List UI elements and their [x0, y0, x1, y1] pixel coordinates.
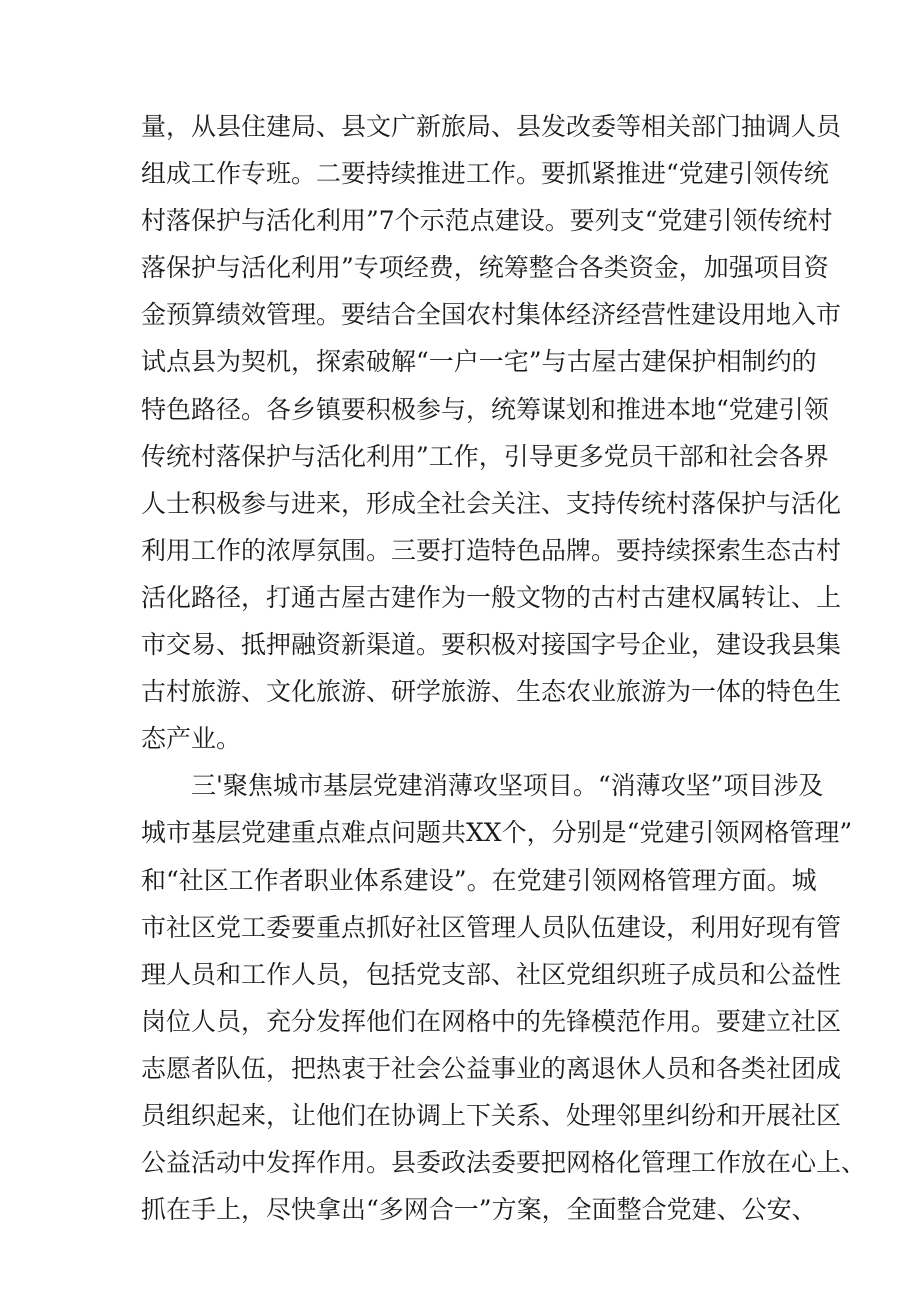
text-line: 活化路径，打通古屋古建作为一般文物的古村古建权属转让、上 [141, 582, 842, 612]
text-line: 落保护与活化利用”专项经费，统筹整合各类资金，加强项目资 [141, 253, 829, 283]
text-line: 利用工作的浓厚氛围。三要打造特色品牌。要持续探索生态古村 [141, 535, 842, 565]
text-line: 人士积极参与进来，形成全社会关注、支持传统村落保护与活化 [141, 488, 842, 518]
text-line: 传统村落保护与活化利用”工作，引导更多党员干部和社会各界 [141, 441, 829, 471]
text-line: 城市基层党建重点难点问题共XX个，分别是“党建引领网格管理” [141, 818, 853, 848]
text-line: 组成工作专班。二要持续推进工作。要抓紧推进“党建引领传统 [141, 159, 829, 189]
text-line: 岗位人员，充分发挥他们在网格中的先锋模范作用。要建立社区 [141, 1006, 842, 1036]
text-line: 古村旅游、文化旅游、研学旅游、生态农业旅游为一体的特色生 [141, 677, 842, 707]
text-line: 公益活动中发挥作用。县委政法委要把网格化管理工作放在心上、 [141, 1148, 867, 1178]
paragraph-1 [141, 103, 842, 762]
paragraph-2 [141, 762, 867, 1233]
text-line: 抓在手上，尽快拿出“多网合一”方案，全面整合党建、公安、 [141, 1195, 817, 1225]
text-line: 村落保护与活化利用”7个示范点建设。要列支“党建引领传统村 [141, 206, 833, 236]
text-line: 市交易、抵押融资新渠道。要积极对接国字号企业，建设我县集 [141, 630, 842, 660]
text-line: 理人员和工作人员，包括党支部、社区党组织班子成员和公益性 [141, 959, 842, 989]
text-line: 志愿者队伍，把热衷于社会公益事业的离退休人员和各类社团成 [141, 1053, 842, 1083]
text-line: 态产业。 [141, 724, 242, 754]
text-line: 量，从县住建局、县文广新旅局、县发改委等相关部门抽调人员 [141, 112, 842, 141]
text-line: 试点县为契机，探索破解“一户一宅”与古屋古建保护相制约的 [141, 347, 817, 377]
body-text [141, 103, 867, 1233]
text-line: 特色路径。各乡镇要积极参与，统筹谋划和推进本地“党建引领 [141, 394, 829, 424]
text-line: 金预算绩效管理。要结合全国农村集体经济经营性建设用地入市 [141, 300, 842, 330]
section-heading-line: 三'聚焦城市基层党建消薄攻坚项目。“消薄攻坚”项目涉及 [191, 771, 824, 801]
text-line: 员组织起来，让他们在协调上下关系、处理邻里纠纷和开展社区 [141, 1100, 842, 1130]
text-line: 市社区党工委要重点抓好社区管理人员队伍建设，利用好现有管 [141, 912, 842, 942]
text-line: 和“社区工作者职业体系建设”。在党建引领网格管理方面。城 [141, 865, 817, 895]
